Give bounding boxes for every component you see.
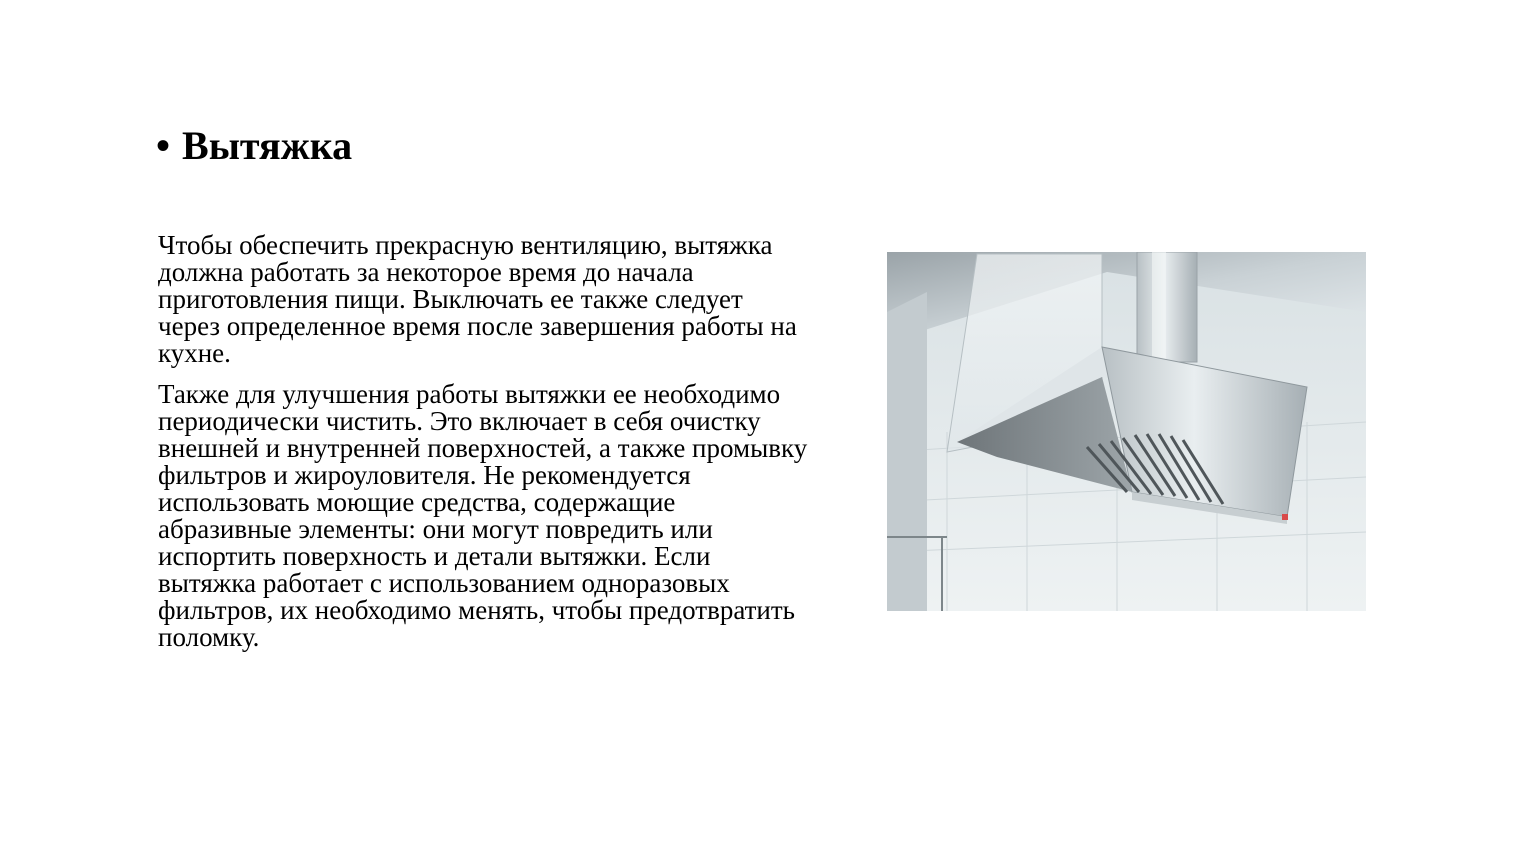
slide-body [158, 232, 808, 665]
slide-title-text: Вытяжка [182, 123, 353, 168]
slide-title [156, 118, 352, 174]
paragraph-ventilation: Чтобы обеспечить прекрасную вентиляцию, вытяжка должна работать за некоторое время до начала приготовления пищи. Выключать ее также следует через определенное время после завершения работы на кухне. [158, 230, 797, 368]
bullet-icon: • [156, 123, 171, 168]
range-hood-photo [887, 252, 1366, 611]
paragraph-cleaning: Также для улучшения работы вытяжки ее необходимо периодически чистить. Это включает в себя очистку внешней и внутренней поверхностей, а также промывку фильтров и жироуловителя. Не рекомендуется использовать моющие средства, содержащие абразивные элементы: они могут повредить или испортить поверхность и детали вытяжки. Если вытяжка работает с использованием одноразовых фильтров, их необходимо менять, чтобы предотвратить поломку. [158, 379, 808, 652]
range-hood-illustration [887, 252, 1366, 611]
